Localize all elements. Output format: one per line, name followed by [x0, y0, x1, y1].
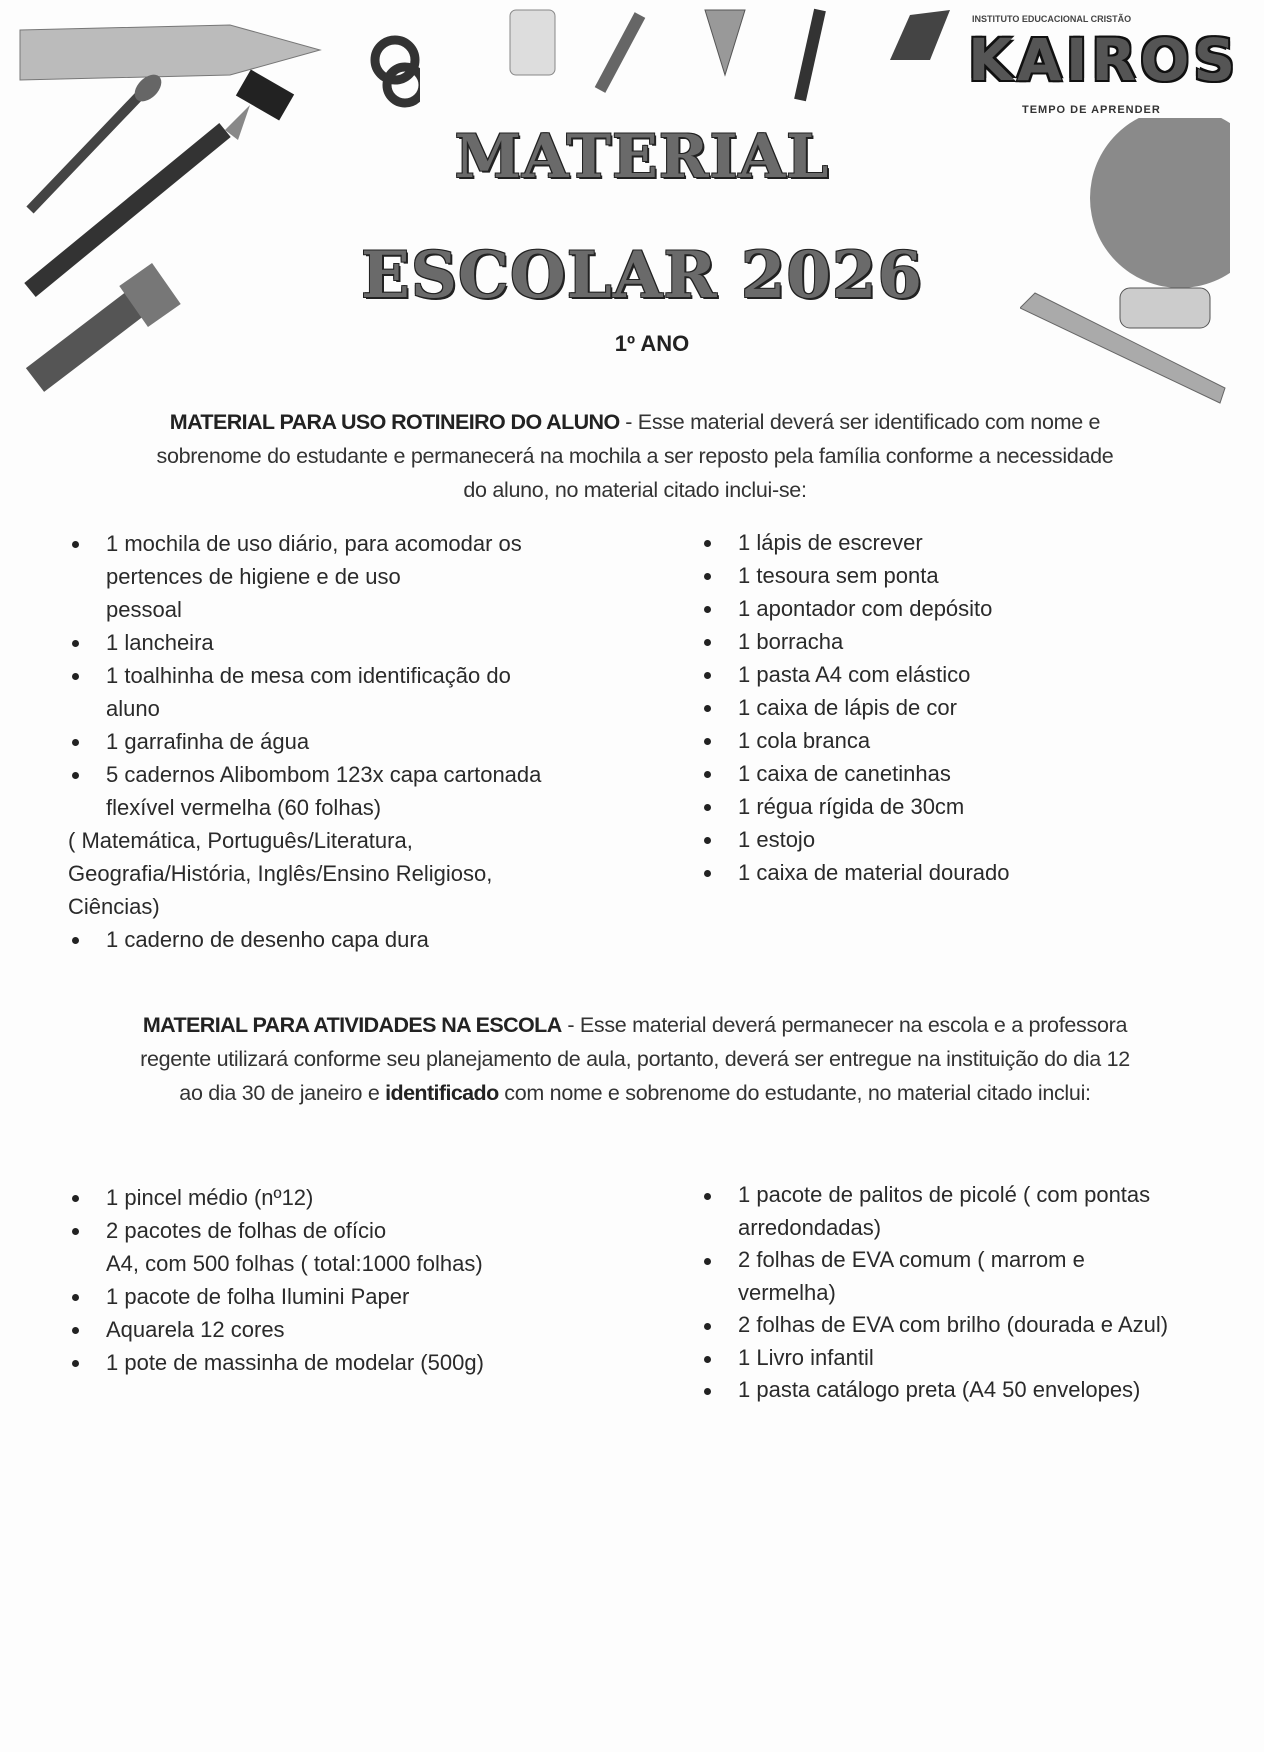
- kairos-logo: [968, 8, 1240, 118]
- section1-left-list: [68, 527, 542, 956]
- glue-icon: [510, 10, 555, 75]
- section2-intro: [40, 1008, 1230, 1110]
- list-item-continuation: pessoal: [106, 597, 182, 622]
- list-item: 1 estojo: [704, 823, 1010, 856]
- list-item-continuation: flexível vermelha (60 folhas): [106, 795, 382, 820]
- section2-heading: MATERIAL PARA ATIVIDADES NA ESCOLA: [142, 1013, 562, 1037]
- list-item-continuation: A4, com 500 folhas ( total:1000 folhas): [106, 1251, 483, 1276]
- list-item-continuation: vermelha): [738, 1279, 836, 1305]
- list-item: 1 toalhinha de mesa com identificação do: [72, 659, 541, 692]
- section2-bold-text: identificado: [385, 1081, 499, 1105]
- list-item: 1 apontador com depósito: [704, 592, 1010, 625]
- page-title-line2: ESCOLAR 2026: [361, 238, 923, 313]
- list-item: 1 pasta A4 com elástico: [704, 658, 1010, 691]
- pencil-icon: [800, 10, 820, 100]
- page-title-line1: MATERIAL: [454, 122, 830, 192]
- crayon-tip-icon: [705, 10, 745, 75]
- section1-intro: [40, 405, 1230, 507]
- crayon-icon: [20, 25, 320, 80]
- pencils-illustration: [500, 0, 960, 120]
- list-item-continuation: Ciências): [68, 894, 160, 919]
- logo-name: KAIROS: [968, 26, 1240, 94]
- list-item: 1 lancheira: [72, 626, 541, 659]
- list-item: 1 pincel médio (nº12): [72, 1181, 484, 1214]
- grade-label: 1º ANO: [614, 331, 690, 356]
- eraser-icon: [890, 10, 950, 60]
- list-item-continuation: ( Matemática, Português/Literatura,: [68, 828, 413, 853]
- list-item: 1 caixa de canetinhas: [704, 757, 1010, 790]
- section1-heading: MATERIAL PARA USO ROTINEIRO DO ALUNO: [169, 410, 620, 434]
- list-item: 2 pacotes de folhas de ofício: [72, 1214, 484, 1247]
- list-item-continuation: pertences de higiene e de uso: [106, 564, 401, 589]
- list-item: Aquarela 12 cores: [72, 1313, 484, 1346]
- list-item: 5 cadernos Alibombom 123x capa cartonada: [72, 758, 541, 791]
- list-item: 1 caderno de desenho capa dura: [72, 923, 541, 956]
- section2-text: ao dia 30 de janeiro e: [179, 1081, 386, 1105]
- logo-tagline: TEMPO DE APRENDER: [1022, 104, 1161, 116]
- list-item: 1 Livro infantil: [704, 1342, 1168, 1375]
- section1-text: sobrenome do estudante e permanecerá na mochila a ser reposto pela família conforme a necessidade: [156, 444, 1114, 468]
- pencil-icon: [600, 15, 640, 90]
- section2-right-list: [704, 1179, 1168, 1407]
- section1-text: do aluno, no material citado inclui-se:: [463, 478, 807, 502]
- list-item-continuation: arredondadas): [738, 1214, 882, 1240]
- section1-right-list: [704, 526, 1010, 889]
- section2-text: regente utilizará conforme seu planejamento de aula, portanto, deverá ser entregue na instituição do dia 12: [140, 1047, 1130, 1071]
- list-item: 1 borracha: [704, 625, 1010, 658]
- list-item: 1 pasta catálogo preta (A4 50 envelopes): [704, 1374, 1168, 1407]
- list-item-continuation: aluno: [106, 696, 160, 721]
- list-item: 1 pote de massinha de modelar (500g): [72, 1346, 484, 1379]
- section2-text: - Esse material deverá permanecer na escola e a professora: [561, 1013, 1128, 1037]
- scissors-icon: [375, 40, 420, 103]
- list-item: 1 lápis de escrever: [704, 526, 1010, 559]
- list-item: 1 pacote de palitos de picolé ( com pontas: [704, 1179, 1168, 1212]
- list-item: 1 caixa de lápis de cor: [704, 691, 1010, 724]
- logo-institution: INSTITUTO EDUCACIONAL CRISTÃO: [972, 14, 1132, 24]
- list-item: 1 cola branca: [704, 724, 1010, 757]
- list-item: 1 pacote de folha Ilumini Paper: [72, 1280, 484, 1313]
- list-item: 1 régua rígida de 30cm: [704, 790, 1010, 823]
- section2-text: com nome e sobrenome do estudante, no material citado inclui:: [498, 1081, 1091, 1105]
- list-item: 2 folhas de EVA com brilho (dourada e Azul): [704, 1309, 1168, 1342]
- list-item: 1 mochila de uso diário, para acomodar os: [72, 527, 541, 560]
- section2-left-list: [72, 1181, 484, 1379]
- list-item-continuation: Geografia/História, Inglês/Ensino Religioso,: [68, 861, 493, 886]
- section1-text: - Esse material deverá ser identificado com nome e: [619, 410, 1101, 434]
- list-item: 1 caixa de material dourado: [704, 856, 1010, 889]
- list-item: 1 garrafinha de água: [72, 725, 541, 758]
- list-item: 1 tesoura sem ponta: [704, 559, 1010, 592]
- list-item: 2 folhas de EVA comum ( marrom e: [704, 1244, 1168, 1277]
